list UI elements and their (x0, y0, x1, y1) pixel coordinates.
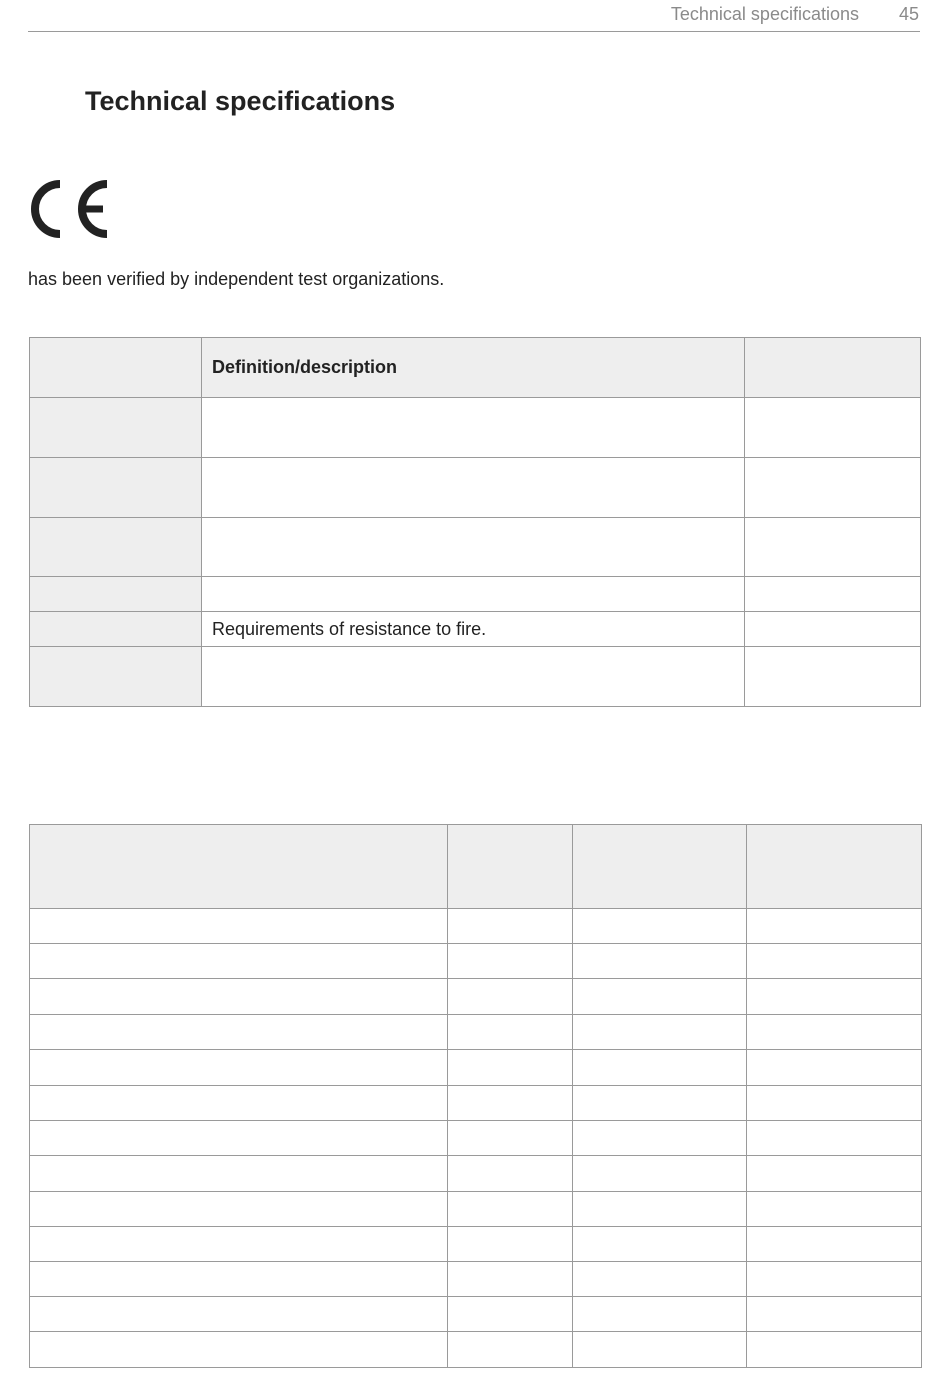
table-cell (573, 1297, 747, 1332)
table-cell (745, 518, 921, 577)
table-cell (30, 1015, 448, 1050)
table-cell (573, 944, 747, 979)
table-cell (573, 909, 747, 944)
table-cell (747, 1227, 922, 1262)
table-cell (30, 1227, 448, 1262)
table-cell (745, 612, 921, 647)
table-row (30, 1156, 922, 1192)
page-number: 45 (898, 4, 919, 24)
table-cell (30, 944, 448, 979)
page-title: Technical specifications (85, 86, 396, 116)
header-cell (30, 338, 202, 398)
table-cell (30, 1297, 448, 1332)
table-cell (30, 1156, 448, 1192)
table-cell (448, 1086, 573, 1121)
table-row (30, 458, 921, 518)
table-cell (202, 518, 745, 577)
table-row (30, 1297, 922, 1332)
table-cell (30, 518, 202, 577)
table-cell (747, 944, 922, 979)
table-row (30, 612, 921, 647)
table-cell (30, 577, 202, 612)
table-cell (573, 1262, 747, 1297)
table-cell (747, 1086, 922, 1121)
table-row (30, 1332, 922, 1368)
intro-text: has been verified by independent test organizations. (28, 269, 445, 289)
table-cell (30, 1332, 448, 1368)
table-row (30, 647, 921, 707)
table-cell (30, 458, 202, 518)
table-cell (30, 1050, 448, 1086)
header-cell (448, 825, 573, 909)
table-cell (573, 1156, 747, 1192)
table-cell (30, 979, 448, 1015)
table-header-row (30, 825, 922, 909)
table-cell (202, 647, 745, 707)
table-cell (448, 1297, 573, 1332)
specification-definitions-table (29, 337, 921, 707)
table-cell (30, 1086, 448, 1121)
running-header (28, 0, 920, 32)
table-row (30, 1121, 922, 1156)
table-cell (30, 647, 202, 707)
table-cell-fire-resistance: Requirements of resistance to fire. (202, 612, 745, 647)
table-cell (747, 1262, 922, 1297)
table-cell (747, 1156, 922, 1192)
table-cell (747, 1297, 922, 1332)
table-cell (448, 1332, 573, 1368)
header-cell (573, 825, 747, 909)
table-row (30, 1262, 922, 1297)
table-cell (745, 458, 921, 518)
table-row (30, 909, 922, 944)
table-cell (573, 1086, 747, 1121)
table-row (30, 577, 921, 612)
running-header-section: Technical specifications (670, 4, 859, 24)
table-row (30, 1086, 922, 1121)
header-cell (747, 825, 922, 909)
table-cell (30, 1121, 448, 1156)
table-cell (573, 1332, 747, 1368)
table-cell (202, 577, 745, 612)
table-cell (747, 1332, 922, 1368)
table-cell (448, 979, 573, 1015)
table-row (30, 944, 922, 979)
table-cell (747, 1050, 922, 1086)
table-cell (745, 577, 921, 612)
table-cell (448, 1050, 573, 1086)
table-cell (448, 1227, 573, 1262)
table-cell (573, 1050, 747, 1086)
table-cell (747, 909, 922, 944)
table-cell (747, 1121, 922, 1156)
table-row (30, 518, 921, 577)
table-cell (448, 1121, 573, 1156)
table-cell (448, 1262, 573, 1297)
table-cell (30, 1192, 448, 1227)
ce-mark-icon (28, 178, 110, 240)
table-cell (745, 647, 921, 707)
table-cell (448, 1015, 573, 1050)
table-cell (573, 979, 747, 1015)
table-cell (448, 1192, 573, 1227)
table-cell (30, 398, 202, 458)
table-cell (573, 1015, 747, 1050)
table-row (30, 1227, 922, 1262)
table-cell (747, 1192, 922, 1227)
header-cell (745, 338, 921, 398)
table-row (30, 1050, 922, 1086)
table-row (30, 1015, 922, 1050)
table-row (30, 979, 922, 1015)
table-cell (202, 458, 745, 518)
header-cell-definition: Definition/description (202, 338, 745, 398)
table-cell (30, 909, 448, 944)
table-cell (448, 944, 573, 979)
table-cell (573, 1192, 747, 1227)
table-cell (747, 1015, 922, 1050)
table-cell (573, 1227, 747, 1262)
table-cell (448, 909, 573, 944)
header-cell (30, 825, 448, 909)
table-cell (202, 398, 745, 458)
specification-values-table (29, 824, 922, 1368)
table-cell (30, 1262, 448, 1297)
table-cell (745, 398, 921, 458)
table-cell (573, 1121, 747, 1156)
table-cell (448, 1156, 573, 1192)
table-row (30, 398, 921, 458)
table-cell (30, 612, 202, 647)
table-cell (747, 979, 922, 1015)
table-row (30, 1192, 922, 1227)
table-header-row (30, 338, 921, 398)
